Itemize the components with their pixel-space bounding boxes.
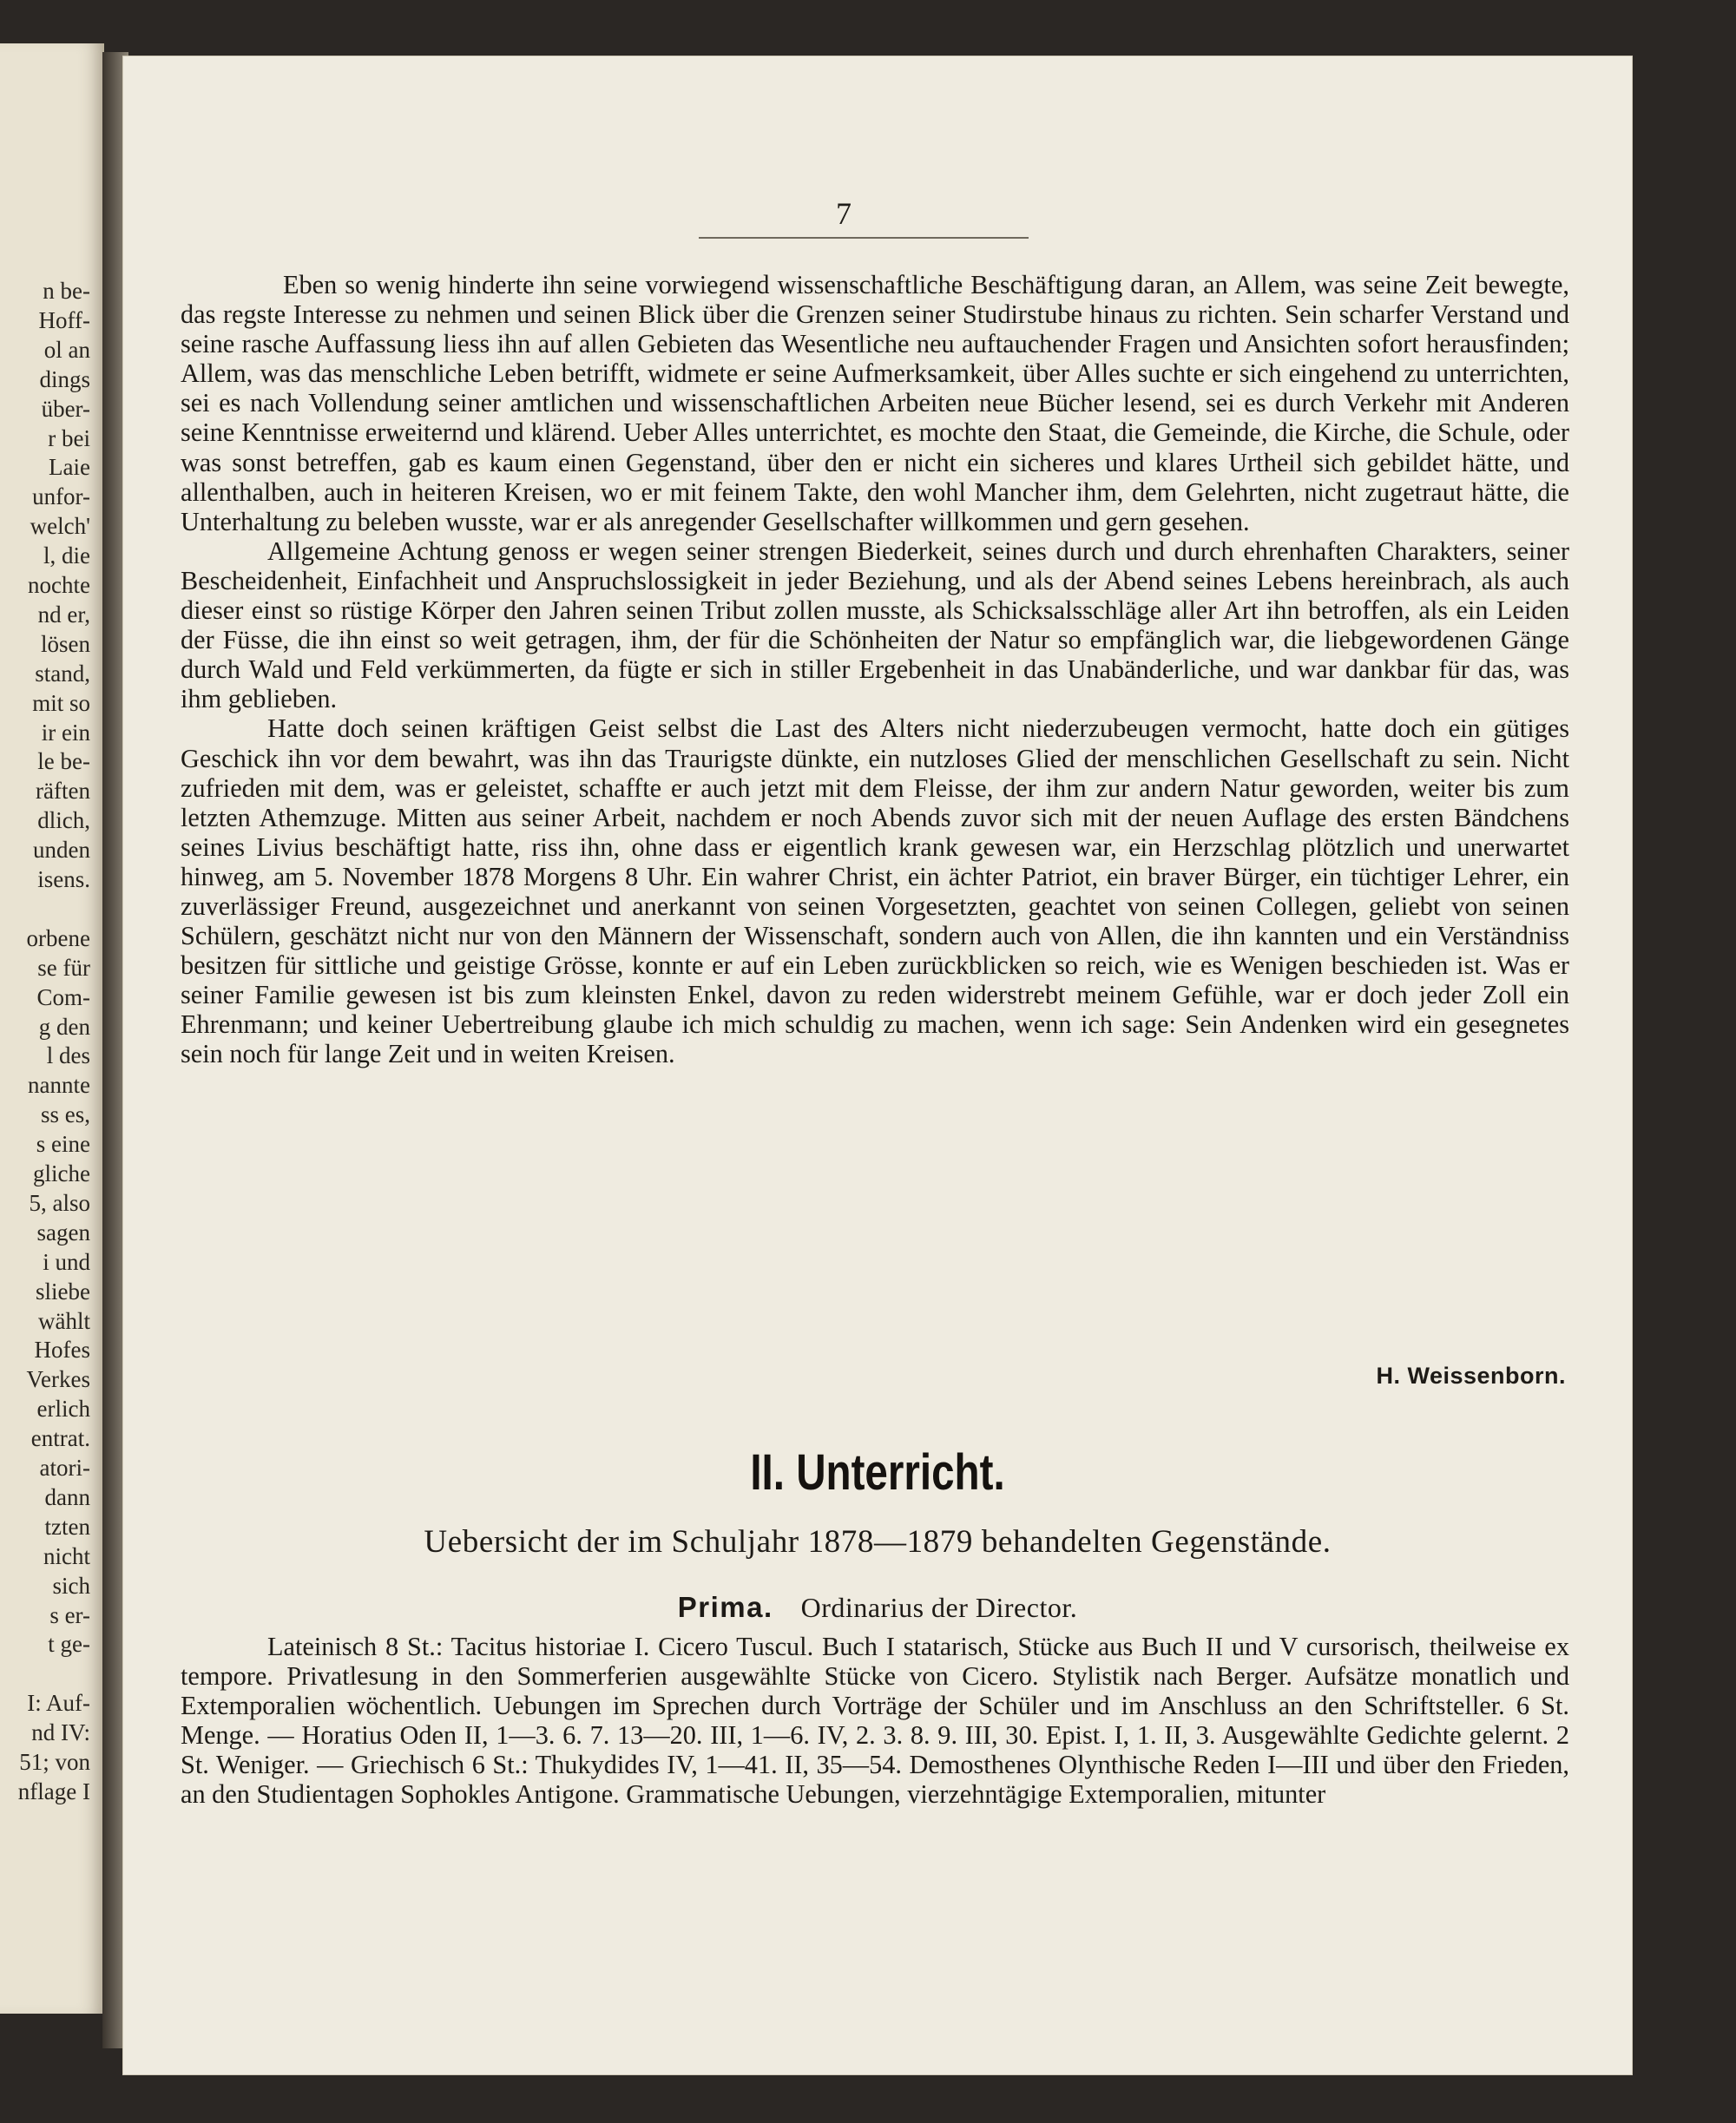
left-page-line: s eine [36,1131,90,1158]
left-page-line: isens. [37,866,90,892]
left-page-line: stand, [35,660,90,687]
left-page-line: le be- [37,748,90,775]
header-rule [699,237,1029,239]
left-page-line: nicht [43,1542,90,1569]
left-page-line: orbene [26,924,90,951]
left-page-line: sich [52,1572,90,1599]
left-page-line: 5, also [29,1189,90,1216]
left-page-line: 51; von [19,1749,90,1775]
section-subtitle: Uebersicht der im Schuljahr 1878—1879 behandelten Gegenstände. [424,1524,1332,1560]
document-page [123,56,1632,2074]
left-page-line: sliebe [36,1278,90,1305]
left-page-line: unden [33,837,90,864]
left-page-line: dings [39,365,90,392]
left-page-line: l, die [43,542,90,569]
left-page-line: nflage I [17,1778,90,1804]
left-page-line: Verkes [26,1366,90,1393]
left-page-line: dann [44,1483,90,1510]
obituary-text [181,270,1569,1069]
left-page-line: ol an [43,336,90,363]
left-page-line: erlich [36,1396,90,1423]
left-page-line: räften [36,778,90,805]
left-page-line: gliche [33,1160,90,1186]
left-page-line: Hofes [34,1337,90,1364]
left-page-line: r bei [48,424,90,451]
page-number: 7 [836,196,852,231]
left-page-line: nannte [28,1072,90,1099]
left-page-line: entrat. [30,1425,90,1452]
left-page-line: unfor- [32,483,90,510]
prima-curriculum [181,1632,1569,1810]
left-page-line: über- [41,395,90,422]
left-page-line: sagen [36,1219,90,1246]
class-name: Prima. [677,1591,773,1623]
class-header [123,1591,1632,1624]
left-page-line: se für [37,954,90,981]
left-page-line: nd IV: [31,1719,90,1746]
left-page-line: nochte [28,572,90,598]
left-page-line: l des [46,1042,90,1069]
left-page-line: i und [43,1248,90,1275]
left-page-line: I: Auf- [27,1690,90,1717]
paragraph-2: Allgemeine Achtung genoss er wegen seiner strengen Biederkeit, seines durch und durch ehrenhaften Charakters, seiner Bescheidenheit, Einfachheit und Anspruchslossigkeit in jeder Beziehung, und als der Abend seines Lebens hereinbrach, als auch dieser einst so rüstige Körper den Jahren seinen Tribut zollen musste, als Schicksalsschläge aller Art ihn betroffen, als ein Leiden der Füsse, die ihn einst so weit getragen, ihm, der für die Schönheiten der Natur so empfänglich war, die liebgewordenen Gänge durch Wald und Feld verkümmerten, da fügte er sich in stiller Ergebenheit in das Unabänderliche, und war dankbar für das, was ihm geblieben. [181,536,1569,714]
left-page-line: g den [38,1013,90,1040]
left-page-line: tzten [44,1513,90,1540]
left-page-line: welch' [30,513,90,540]
left-page-line: dlich, [37,807,90,834]
left-page-line: ir ein [41,719,90,746]
left-page-line: s er- [49,1601,90,1628]
left-page-line: lösen [41,630,90,657]
left-page-line: nd er, [37,601,90,628]
section-heading: II. Unterricht. [750,1444,1005,1501]
left-page-line: atori- [39,1455,90,1481]
left-page-line: Laie [49,454,90,481]
left-page-line: wählt [38,1307,90,1334]
left-page-line: t ge- [48,1631,90,1658]
ordinarius: Ordinarius der Director. [800,1592,1078,1623]
author-signature: H. Weissenborn. [1376,1363,1566,1389]
paragraph-3: Hatte doch seinen kräftigen Geist selbst die Last des Alters nicht niederzubeugen vermocht, hatte doch ein gütiges Geschick ihn vor dem bewahrt, was ihn das Traurigste dünkte, ein nutzloses Glied der menschlichen Gesellschaft zu sein. Nicht zufrieden mit dem, was er geleistet, schaffte er auch jetzt mit dem Fleisse, der ihm zur andern Natur geworden, weiter bis zum letzten Athemzuge. Mitten aus seiner Arbeit, nachdem er noch Abends zuvor sich mit der neuen Auflage des ersten Bändchens seines Livius beschäftigt hatte, riss ihn, ohne dass er eigentlich krank gewesen war, ein Herzschlag plötzlich und unerwartet hinweg, am 5. November 1878 Morgens 8 Uhr. Ein wahrer Christ, ein ächter Patriot, ein braver Bürger, ein tüchtiger Lehrer, ein zuverlässiger Freund, ausgezeichnet und anerkannt von seinen Vorgesetzten, geachtet von seinen Collegen, geliebt von seinen Schülern, geschätzt nicht nur von den Männern der Wissenschaft, sondern auch von Allen, die ihn kannten und ein Verständniss besitzen für sittliche und geistige Grösse, konnte er auf ein Leben zurückblicken so reich, wie es Wenigen beschieden ist. Was er seiner Familie gewesen ist bis zum kleinsten Enkel, davon zu reden widerstrebt meinem Gefühle, war er doch jeder Zoll ein Ehrenmann; und keiner Uebertreibung glaube ich mich schuldig zu machen, wenn ich sage: Sein Andenken wird ein gesegnetes sein noch für lange Zeit und in weiten Kreisen. [181,713,1569,1069]
left-page-line: Com- [36,983,90,1010]
left-page-line: Hoff- [38,306,90,333]
prima-paragraph: Lateinisch 8 St.: Tacitus historiae I. Cicero Tuscul. Buch I statarisch, Stücke aus Buch II und V cursorisch, theilweise ex tempore. Privatlesung in den Sommerferien ausgewählte Stücke von Cicero. Stylistik nach Berger. Aufsätze monatlich und Extemporalien wöchentlich. Uebungen im Sprechen durch Vorträge der Schüler und im Anschluss an den Schriftsteller. 6 St. Menge. — Horatius Oden II, 1—3. 6. 7. 13—20. III, 1—6. IV, 2. 3. 8. 9. III, 30. Epist. I, 1. II, 3. Ausgewählte Gedichte gelernt. 2 St. Weniger. — Griechisch 6 St.: Thukydides IV, 1—41. II, 35—54. Demosthenes Olynthische Reden I—III und über den Frieden, an den Studientagen Sophokles Antigone. Grammatische Uebungen, vierzehntägige Extemporalien, mitunter [181,1632,1569,1810]
paragraph-1: Eben so wenig hinderte ihn seine vorwiegend wissenschaftliche Beschäftigung daran, an Allem, was seine Zeit bewegte, das regste Interesse zu nehmen und seinen Blick über die Grenzen seiner Studirstube hinaus zu richten. Sein scharfer Verstand und seine rasche Auffassung liess ihn auf allen Gebieten das Wesentliche neu auftauchender Fragen und Ansichten sofort herausfinden; Allem, was das menschliche Leben betrifft, widmete er seine Aufmerksamkeit, über Alles suchte er sich eingehend zu unterrichten, sei es nach Vollendung seiner amtlichen und wissenschaftlichen Arbeiten neue Bücher lesend, sei es durch Verkehr mit Anderen seine Kenntnisse erweiternd und klärend. Ueber Alles unterrichtet, es mochte den Staat, die Gemeinde, die Kirche, die Schule, oder was sonst betreffen, gab es kaum einen Gegenstand, über den er nicht ein sicheres und klares Urtheil sich gebildet hätte, und allenthalben, auch in heiteren Kreisen, wo er mit feinem Takte, den wohl Mancher ihm, dem Gelehrten, nicht zugetraut hätte, die Unterhaltung zu beleben wusste, war er als anregender Gesellschafter willkommen und gern gesehen. [181,270,1569,536]
left-page-line: mit so [32,689,90,716]
previous-page-strip [0,43,104,2014]
left-page-line: ss es, [40,1101,90,1128]
left-page-line: n be- [43,278,90,304]
